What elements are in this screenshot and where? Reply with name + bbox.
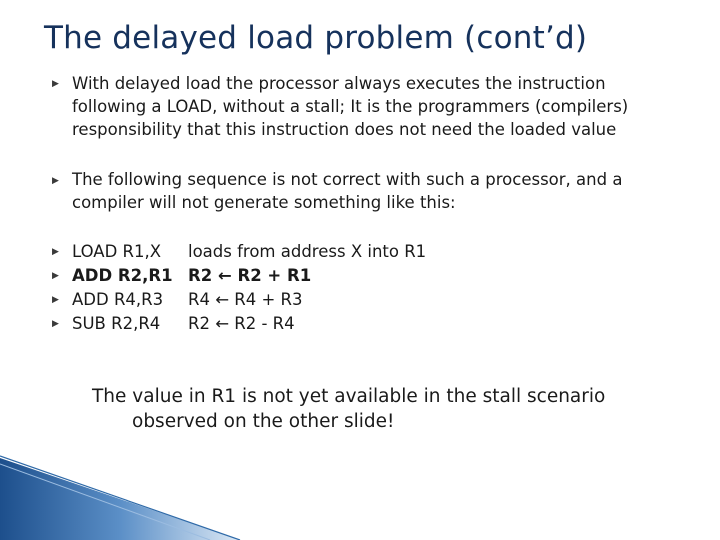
decorative-wedge bbox=[0, 420, 720, 540]
code-instruction: ADD R2,R1 bbox=[72, 266, 173, 285]
arrow-bullet-icon: ▶ bbox=[52, 247, 59, 257]
code-comment: R4 ← R4 + R3 bbox=[188, 290, 303, 309]
note-line-1: The value in R1 is not yet available in the stall scenario bbox=[92, 386, 606, 407]
code-instruction: LOAD R1,X bbox=[72, 242, 162, 261]
arrow-bullet-icon: ▶ bbox=[52, 79, 59, 89]
code-instruction: ADD R4,R3 bbox=[72, 290, 164, 309]
code-comment: R2 ← R2 - R4 bbox=[188, 314, 295, 333]
bullet-paragraph-1: With delayed load the processor always executes the instruction following a LOAD, without a stall; It is the programmers (compilers) responsibility that this instruction does not need the loaded value bbox=[72, 74, 629, 139]
slide-title: The delayed load problem (cont’d) bbox=[44, 20, 588, 56]
arrow-bullet-icon: ▶ bbox=[52, 271, 59, 281]
arrow-bullet-icon: ▶ bbox=[52, 295, 59, 305]
arrow-bullet-icon: ▶ bbox=[52, 176, 59, 186]
code-instruction: SUB R2,R4 bbox=[72, 314, 161, 333]
code-comment: loads from address X into R1 bbox=[188, 242, 427, 261]
arrow-bullet-icon: ▶ bbox=[52, 319, 59, 329]
bullet-paragraph-2: The following sequence is not correct with such a processor, and a compiler will not generate something like this: bbox=[72, 170, 623, 212]
code-comment: R2 ← R2 + R1 bbox=[188, 266, 312, 285]
note-line-2: observed on the other slide! bbox=[132, 411, 395, 432]
